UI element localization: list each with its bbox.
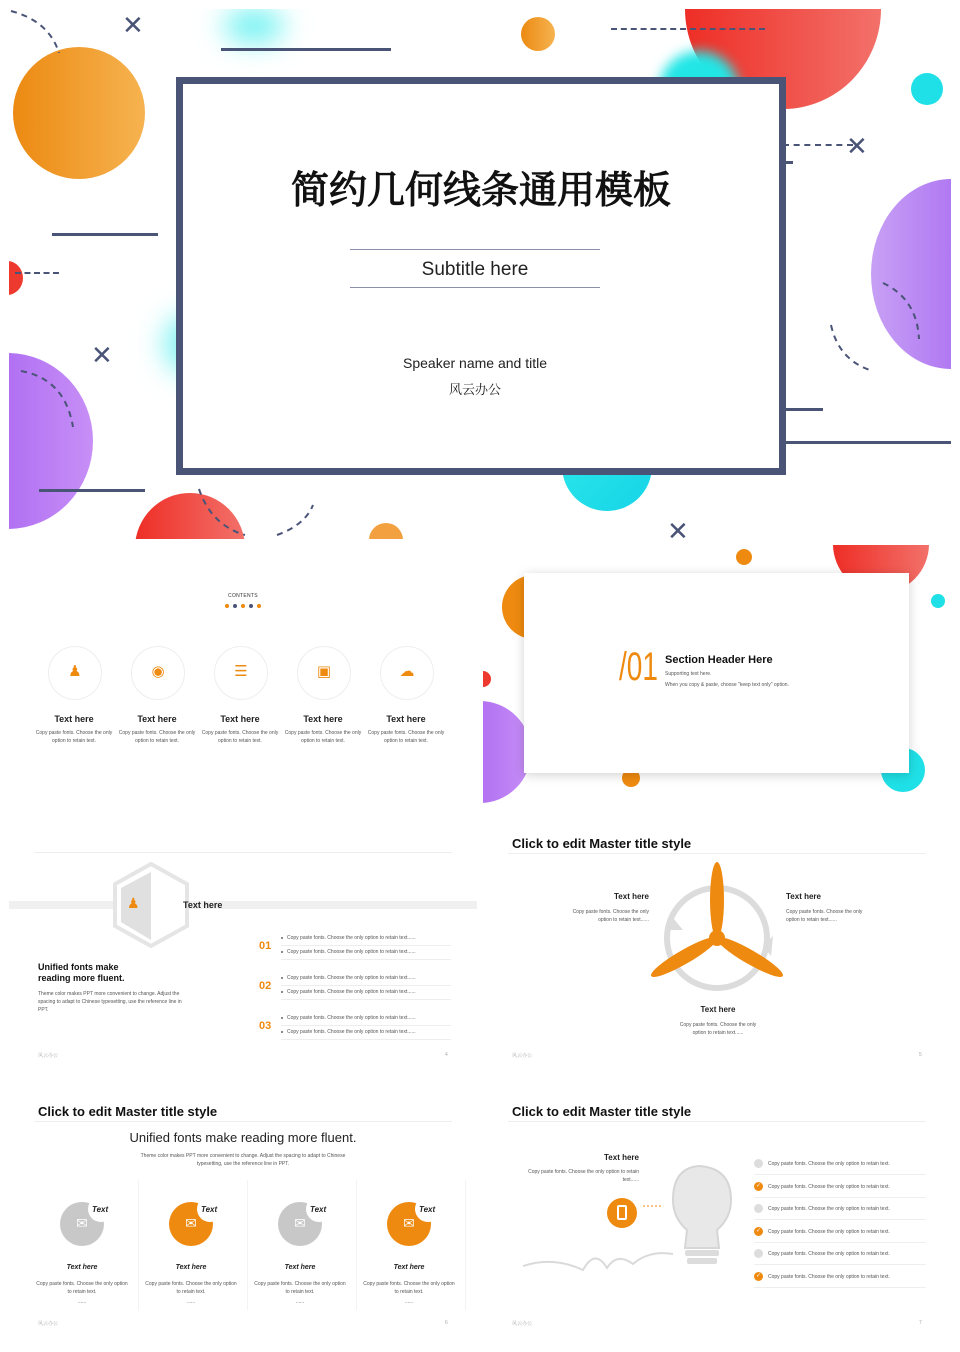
camera-icon: ◉ bbox=[151, 663, 165, 680]
side-title: Text here bbox=[604, 1153, 639, 1162]
contents-item-title: Text here bbox=[386, 714, 426, 724]
contents-item-title: Text here bbox=[303, 714, 343, 724]
bullet bbox=[281, 1017, 283, 1019]
chip-icon: ▣ bbox=[316, 663, 332, 680]
contents-item-desc: Copy paste fonts. Choose the only option to retain text. bbox=[35, 730, 113, 744]
cover-title: 简约几何线条通用模板 bbox=[290, 170, 671, 212]
slide-cover bbox=[9, 9, 951, 539]
title-rule bbox=[34, 1121, 452, 1122]
check-icon[interactable]: ✓ bbox=[755, 1227, 762, 1234]
slide-section bbox=[483, 545, 951, 807]
card-ellipsis: ...... bbox=[186, 1299, 196, 1305]
person-icon: ♟ bbox=[68, 663, 82, 680]
checklist-item: Copy paste fonts. Choose the only option to retain text. bbox=[768, 1251, 890, 1257]
bullet bbox=[281, 977, 283, 979]
slide4-desc: Theme color makes PPT more convenient to change. Adjust the spacing to adapt to Chinese typesetting, use the reference line in PPT. bbox=[38, 991, 182, 1013]
list-divider bbox=[281, 1025, 451, 1026]
hex-label: Text here bbox=[183, 900, 223, 910]
cover-subtitle[interactable]: Subtitle here bbox=[421, 259, 529, 280]
slide-cycle bbox=[483, 812, 951, 1074]
bullet bbox=[281, 991, 283, 993]
card-title: Text here bbox=[175, 1264, 207, 1271]
checklist-divider bbox=[754, 1197, 926, 1198]
envelope-icon: ✉ bbox=[294, 1215, 306, 1231]
cyan-dot bbox=[931, 594, 945, 608]
card-badge: Text bbox=[419, 1205, 436, 1214]
right-text-title: Text here bbox=[786, 892, 821, 901]
cross-icon: ✕ bbox=[667, 516, 689, 539]
unchecked-icon[interactable] bbox=[754, 1159, 763, 1168]
checklist-item: Copy paste fonts. Choose the only option to retain text. bbox=[768, 1273, 890, 1280]
checklist-divider bbox=[754, 1219, 926, 1220]
layers-icon: ☰ bbox=[234, 663, 248, 680]
lightbulb-illustration bbox=[523, 1156, 773, 1306]
checklist-divider bbox=[754, 1264, 926, 1265]
list-item: Copy paste fonts. Choose the only option to retain text...... bbox=[287, 949, 416, 955]
subtitle-rule-top bbox=[350, 249, 600, 250]
title-rule bbox=[508, 1121, 926, 1122]
card-title: Text here bbox=[284, 1264, 316, 1271]
slide-cards bbox=[9, 1080, 477, 1342]
cross-icon: ✕ bbox=[91, 340, 113, 370]
list-item: Copy paste fonts. Choose the only option to retain text...... bbox=[287, 1029, 416, 1035]
checklist-item: Copy paste fonts. Choose the only option to retain text. bbox=[768, 1161, 890, 1167]
card-badge: Text bbox=[310, 1205, 327, 1214]
checklist-item: Copy paste fonts. Choose the only option to retain text. bbox=[768, 1183, 890, 1190]
bullet bbox=[281, 1031, 283, 1033]
section-card bbox=[524, 573, 909, 773]
bottom-text-desc: Copy paste fonts. Choose the only option to retain text...... bbox=[679, 1022, 757, 1036]
left-text-desc: Copy paste fonts. Choose the only option to retain text...... bbox=[572, 909, 649, 923]
check-icon[interactable]: ✓ bbox=[755, 1182, 762, 1189]
envelope-icon: ✉ bbox=[185, 1215, 197, 1231]
slide6-desc: Theme color makes PPT more convenient to change. Adjust the spacing to adapt to Chinese typesetting, use the reference line in PPT. bbox=[140, 1153, 346, 1167]
bullet bbox=[281, 937, 283, 939]
hexagon bbox=[113, 862, 189, 948]
red-dot bbox=[483, 671, 491, 687]
card-ellipsis: ...... bbox=[295, 1299, 305, 1305]
footer-company: 风云办公 bbox=[38, 1321, 59, 1327]
propeller-diagram bbox=[645, 858, 785, 998]
person-icon: ♟ bbox=[127, 895, 140, 911]
card-title: Text here bbox=[66, 1264, 98, 1271]
title-rule bbox=[508, 853, 926, 854]
list-item: Copy paste fonts. Choose the only option to retain text...... bbox=[287, 935, 416, 941]
speaker-name: Speaker name and title bbox=[403, 355, 547, 371]
list-number: 02 bbox=[259, 980, 272, 992]
slide-checklist bbox=[483, 1080, 951, 1342]
card-desc: Copy paste fonts. Choose the only option to retain text. bbox=[254, 1281, 346, 1295]
footer-company: 风云办公 bbox=[38, 1053, 59, 1059]
check-icon[interactable]: ✓ bbox=[755, 1272, 762, 1279]
envelope-icon: ✉ bbox=[403, 1215, 415, 1231]
contents-item-desc: Copy paste fonts. Choose the only option to retain text. bbox=[367, 730, 445, 744]
page-number: 6 bbox=[445, 1320, 448, 1326]
list-item: Copy paste fonts. Choose the only option to retain text...... bbox=[287, 1015, 416, 1021]
slide4-heading: Unified fonts make reading more fluent. bbox=[38, 962, 125, 983]
card-badge: Text bbox=[92, 1205, 109, 1214]
contents-item-title: Text here bbox=[137, 714, 177, 724]
left-text-title: Text here bbox=[614, 892, 649, 901]
checklist-divider bbox=[754, 1242, 926, 1243]
slide-list bbox=[9, 812, 477, 1074]
slide-contents bbox=[9, 545, 477, 807]
cloud-download-icon: ☁ bbox=[399, 663, 415, 680]
list-divider bbox=[281, 945, 451, 946]
slide5-title: Click to edit Master title style bbox=[512, 836, 692, 851]
list-divider bbox=[281, 999, 451, 1000]
top-rule bbox=[34, 852, 452, 853]
contents-label: CONTENTS bbox=[228, 593, 258, 599]
list-divider bbox=[281, 1039, 451, 1040]
card-desc: Copy paste fonts. Choose the only option to retain text. bbox=[363, 1281, 455, 1295]
card-desc: Copy paste fonts. Choose the only option to retain text. bbox=[36, 1281, 128, 1295]
unchecked-icon[interactable] bbox=[754, 1249, 763, 1258]
slide7-title: Click to edit Master title style bbox=[512, 1104, 692, 1119]
bullet bbox=[281, 951, 283, 953]
bottom-text-title: Text here bbox=[700, 1005, 736, 1014]
right-text-desc: Copy paste fonts. Choose the only option to retain text...... bbox=[786, 909, 863, 923]
card-title: Text here bbox=[393, 1264, 425, 1271]
card-ellipsis: ...... bbox=[77, 1299, 87, 1305]
list-number: 03 bbox=[259, 1020, 272, 1032]
checklist-item: Copy paste fonts. Choose the only option to retain text. bbox=[768, 1206, 890, 1212]
card-desc: Copy paste fonts. Choose the only option to retain text. bbox=[145, 1281, 237, 1295]
unchecked-icon[interactable] bbox=[754, 1204, 763, 1213]
footer-company: 风云办公 bbox=[512, 1053, 533, 1059]
company-name: 风云办公 bbox=[448, 382, 501, 397]
envelope-icon: ✉ bbox=[76, 1215, 88, 1231]
slide6-title: Click to edit Master title style bbox=[38, 1104, 218, 1119]
card-badge: Text bbox=[201, 1205, 218, 1214]
phone-icon bbox=[617, 1205, 627, 1220]
list-item: Copy paste fonts. Choose the only option to retain text...... bbox=[287, 975, 416, 981]
subtitle-rule-bottom bbox=[350, 287, 600, 288]
grey-band bbox=[9, 901, 477, 909]
slide6-heading: Unified fonts make reading more fluent. bbox=[129, 1130, 357, 1145]
orange-dot bbox=[736, 549, 752, 565]
checklist-item: Copy paste fonts. Choose the only option to retain text. bbox=[768, 1228, 890, 1235]
contents-item-desc: Copy paste fonts. Choose the only option to retain text. bbox=[118, 730, 196, 744]
list-item: Copy paste fonts. Choose the only option to retain text...... bbox=[287, 989, 416, 995]
contents-item-desc: Copy paste fonts. Choose the only option to retain text. bbox=[201, 730, 279, 744]
page-number: 7 bbox=[919, 1320, 922, 1326]
card-ellipsis: ...... bbox=[404, 1299, 414, 1305]
checklist-divider bbox=[754, 1174, 926, 1175]
contents-item-desc: Copy paste fonts. Choose the only option to retain text. bbox=[284, 730, 362, 744]
list-divider bbox=[281, 985, 451, 986]
side-desc: Copy paste fonts. Choose the only option to retain text...... bbox=[528, 1169, 639, 1183]
list-divider bbox=[281, 959, 451, 960]
section-support: Supporting text here. bbox=[665, 671, 712, 677]
page-number: 4 bbox=[445, 1052, 448, 1058]
footer-company: 风云办公 bbox=[512, 1321, 533, 1327]
contents-item-title: Text here bbox=[54, 714, 94, 724]
section-header: Section Header Here bbox=[665, 654, 773, 666]
contents-item-title: Text here bbox=[220, 714, 260, 724]
list-number: 01 bbox=[259, 940, 272, 952]
section-note: When you copy & paste, choose "keep text only" option. bbox=[665, 682, 789, 688]
section-number: /01 bbox=[619, 645, 658, 689]
cross-icon: ✕ bbox=[846, 131, 868, 161]
cross-icon: ✕ bbox=[122, 10, 144, 40]
contents-dots bbox=[225, 604, 265, 608]
checklist-divider bbox=[754, 1287, 926, 1288]
page-number: 5 bbox=[919, 1052, 922, 1058]
